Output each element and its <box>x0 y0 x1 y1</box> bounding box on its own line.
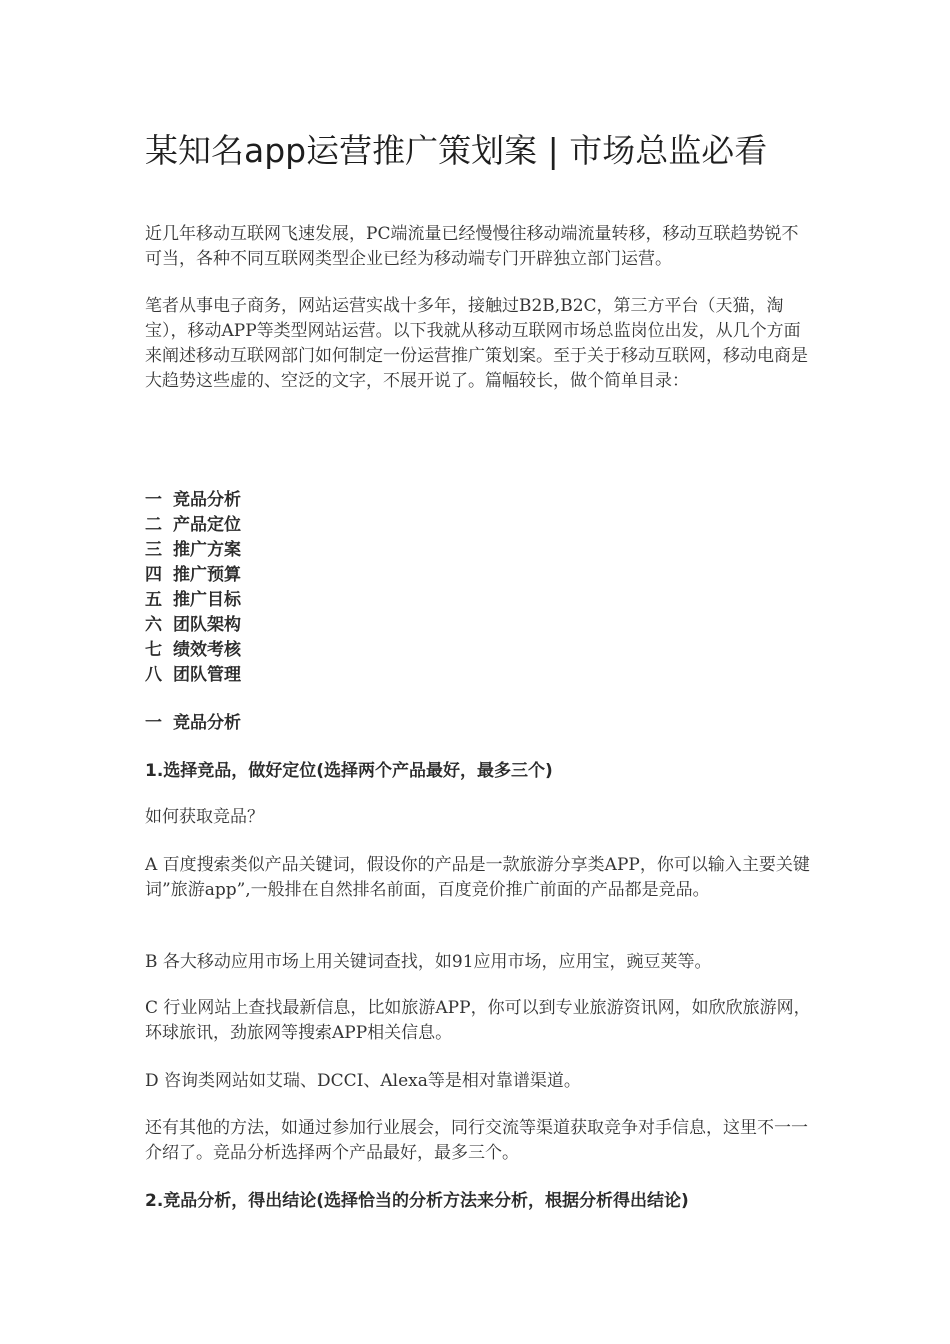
table-of-contents <box>145 488 445 688</box>
paragraph-c: C 行业网站上查找最新信息，比如旅游APP，你可以到专业旅游资讯网，如欣欣旅游网，环球旅讯，劲旅网等搜索APP相关信息。 <box>145 998 811 1043</box>
toc-item: 七 绩效考核 <box>145 640 241 660</box>
section-heading: 一 竞品分析 <box>145 713 241 733</box>
toc-item: 二 产品定位 <box>145 515 241 535</box>
toc-item: 三 推广方案 <box>145 540 241 560</box>
document-title: 某知名app运营推广策划案 | 市场总监必看 <box>145 131 768 170</box>
toc-item: 五 推广目标 <box>145 590 241 610</box>
toc-item: 一 竞品分析 <box>145 490 241 510</box>
toc-item: 六 团队架构 <box>145 615 241 635</box>
subsection-heading-1: 1.选择竞品，做好定位(选择两个产品最好，最多三个) <box>145 761 553 781</box>
intro-paragraph-2: 笔者从事电子商务，网站运营实战十多年，接触过B2B,B2C，第三方平台（天猫，淘宝），移动APP等类型网站运营。以下我就从移动互联网市场总监岗位出发，从几个方面来阐述移动互联网部门如何制定一份运营推广策划案。至于关于移动互联网，移动电商是大趋势这些虚的、空泛的文字，不展开说了。篇幅较长，做个简单目录： <box>145 296 808 391</box>
subsection-heading-2: 2.竞品分析，得出结论(选择恰当的分析方法来分析，根据分析得出结论) <box>145 1191 689 1211</box>
intro-paragraph-1: 近几年移动互联网飞速发展，PC端流量已经慢慢往移动端流量转移，移动互联趋势锐不可当，各种不同互联网类型企业已经为移动端专门开辟独立部门运营。 <box>145 224 799 269</box>
paragraph-d: D 咨询类网站如艾瑞、DCCI、Alexa等是相对靠谱渠道。 <box>145 1071 581 1091</box>
question-paragraph: 如何获取竞品？ <box>145 807 264 827</box>
paragraph-other: 还有其他的方法，如通过参加行业展会，同行交流等渠道获取竞争对手信息，这里不一一介绍了。竞品分析选择两个产品最好，最多三个。 <box>145 1118 808 1163</box>
paragraph-a: A 百度搜索类似产品关键词，假设你的产品是一款旅游分享类APP，你可以输入主要关键词”旅游app”,一般排在自然排名前面，百度竞价推广前面的产品都是竞品。 <box>145 855 810 900</box>
toc-item: 八 团队管理 <box>145 665 241 685</box>
toc-item: 四 推广预算 <box>145 565 241 585</box>
paragraph-b: B 各大移动应用市场上用关键词查找，如91应用市场，应用宝，豌豆荚等。 <box>145 952 712 972</box>
